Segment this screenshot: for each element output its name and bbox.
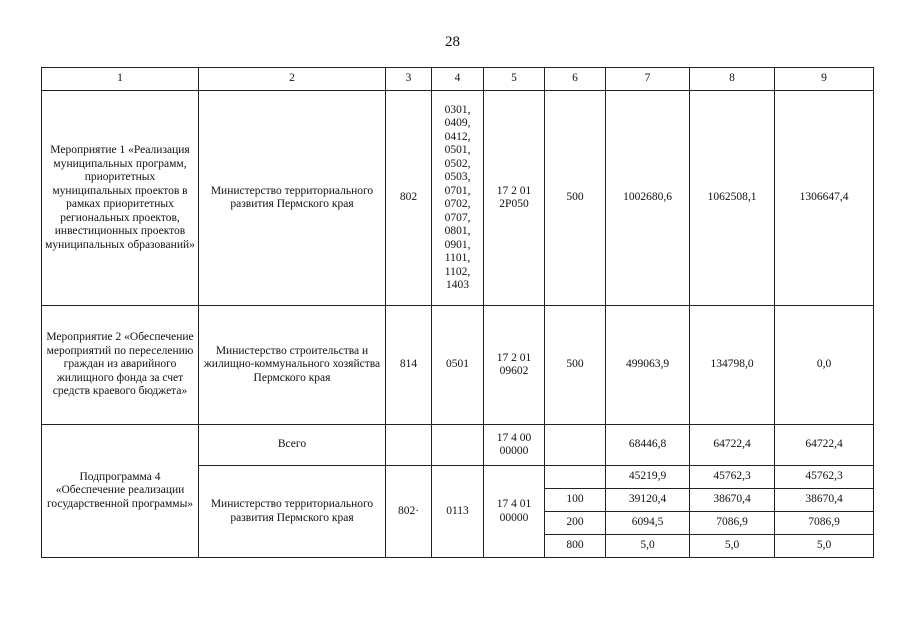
year2-cell: 5,0 bbox=[690, 535, 775, 558]
budget-table bbox=[41, 67, 874, 558]
expense-type-cell: 500 bbox=[545, 306, 606, 425]
table-row bbox=[42, 306, 874, 425]
section-cell: 0301, 0409, 0412, 0501, 0502, 0503, 0701, 0702, 0707, 0801, 0901, 1101, 1102, 1403 bbox=[432, 91, 484, 306]
expense-type-cell: 200 bbox=[545, 512, 606, 535]
header-row bbox=[42, 68, 874, 91]
year2-cell: 38670,4 bbox=[690, 489, 775, 512]
column-header: 8 bbox=[690, 68, 775, 91]
expense-type-cell bbox=[545, 425, 606, 466]
expense-type-cell bbox=[545, 466, 606, 489]
subprogram-name-cell: Подпрограмма 4 «Обеспечение реализации государственной программы» bbox=[42, 425, 199, 558]
section-cell bbox=[432, 425, 484, 466]
target-cell: 17 2 01 09602 bbox=[484, 306, 545, 425]
table-row bbox=[42, 91, 874, 306]
column-header: 6 bbox=[545, 68, 606, 91]
year1-cell: 45219,9 bbox=[606, 466, 690, 489]
column-header: 3 bbox=[386, 68, 432, 91]
measure-name-cell: Мероприятие 1 «Реализация муниципальных программ, приоритетных муниципальных проектов в рамках приоритетных региональных проектов, инвестиционных проектов муниципальных образований» bbox=[42, 91, 199, 306]
year2-cell: 1062508,1 bbox=[690, 91, 775, 306]
year3-cell: 0,0 bbox=[775, 306, 874, 425]
year1-cell: 68446,8 bbox=[606, 425, 690, 466]
year3-cell: 45762,3 bbox=[775, 466, 874, 489]
executor-cell: Министерство территориального развития Пермского края bbox=[199, 91, 386, 306]
column-header: 7 bbox=[606, 68, 690, 91]
section-cell: 0113 bbox=[432, 466, 484, 558]
target-cell: 17 4 00 00000 bbox=[484, 425, 545, 466]
column-header: 2 bbox=[199, 68, 386, 91]
expense-type-cell: 500 bbox=[545, 91, 606, 306]
target-cell: 17 2 01 2P050 bbox=[484, 91, 545, 306]
grbs-cell bbox=[386, 425, 432, 466]
year1-cell: 499063,9 bbox=[606, 306, 690, 425]
expense-type-cell: 800 bbox=[545, 535, 606, 558]
section-cell: 0501 bbox=[432, 306, 484, 425]
year1-cell: 1002680,6 bbox=[606, 91, 690, 306]
year2-cell: 64722,4 bbox=[690, 425, 775, 466]
executor-cell: Министерство строительства и жилищно-коммунального хозяйства Пермского края bbox=[199, 306, 386, 425]
executor-cell: Министерство территориального развития Пермского края bbox=[199, 466, 386, 558]
year1-cell: 5,0 bbox=[606, 535, 690, 558]
page-number: 28 bbox=[445, 34, 460, 50]
expense-type-cell: 100 bbox=[545, 489, 606, 512]
grbs-cell: 802 bbox=[386, 91, 432, 306]
measure-name-cell: Мероприятие 2 «Обеспечение мероприятий по переселению граждан из аварийного жилищного фонда за счет средств краевого бюджета» bbox=[42, 306, 199, 425]
year3-cell: 38670,4 bbox=[775, 489, 874, 512]
total-label-cell: Всего bbox=[199, 425, 386, 466]
target-cell: 17 4 01 00000 bbox=[484, 466, 545, 558]
year3-cell: 1306647,4 bbox=[775, 91, 874, 306]
column-header: 5 bbox=[484, 68, 545, 91]
column-header: 4 bbox=[432, 68, 484, 91]
grbs-cell: 802· bbox=[386, 466, 432, 558]
column-header: 1 bbox=[42, 68, 199, 91]
year1-cell: 39120,4 bbox=[606, 489, 690, 512]
year2-cell: 45762,3 bbox=[690, 466, 775, 489]
year1-cell: 6094,5 bbox=[606, 512, 690, 535]
year2-cell: 7086,9 bbox=[690, 512, 775, 535]
table-row bbox=[42, 425, 874, 466]
year3-cell: 64722,4 bbox=[775, 425, 874, 466]
year3-cell: 5,0 bbox=[775, 535, 874, 558]
year2-cell: 134798,0 bbox=[690, 306, 775, 425]
year3-cell: 7086,9 bbox=[775, 512, 874, 535]
grbs-cell: 814 bbox=[386, 306, 432, 425]
column-header: 9 bbox=[775, 68, 874, 91]
